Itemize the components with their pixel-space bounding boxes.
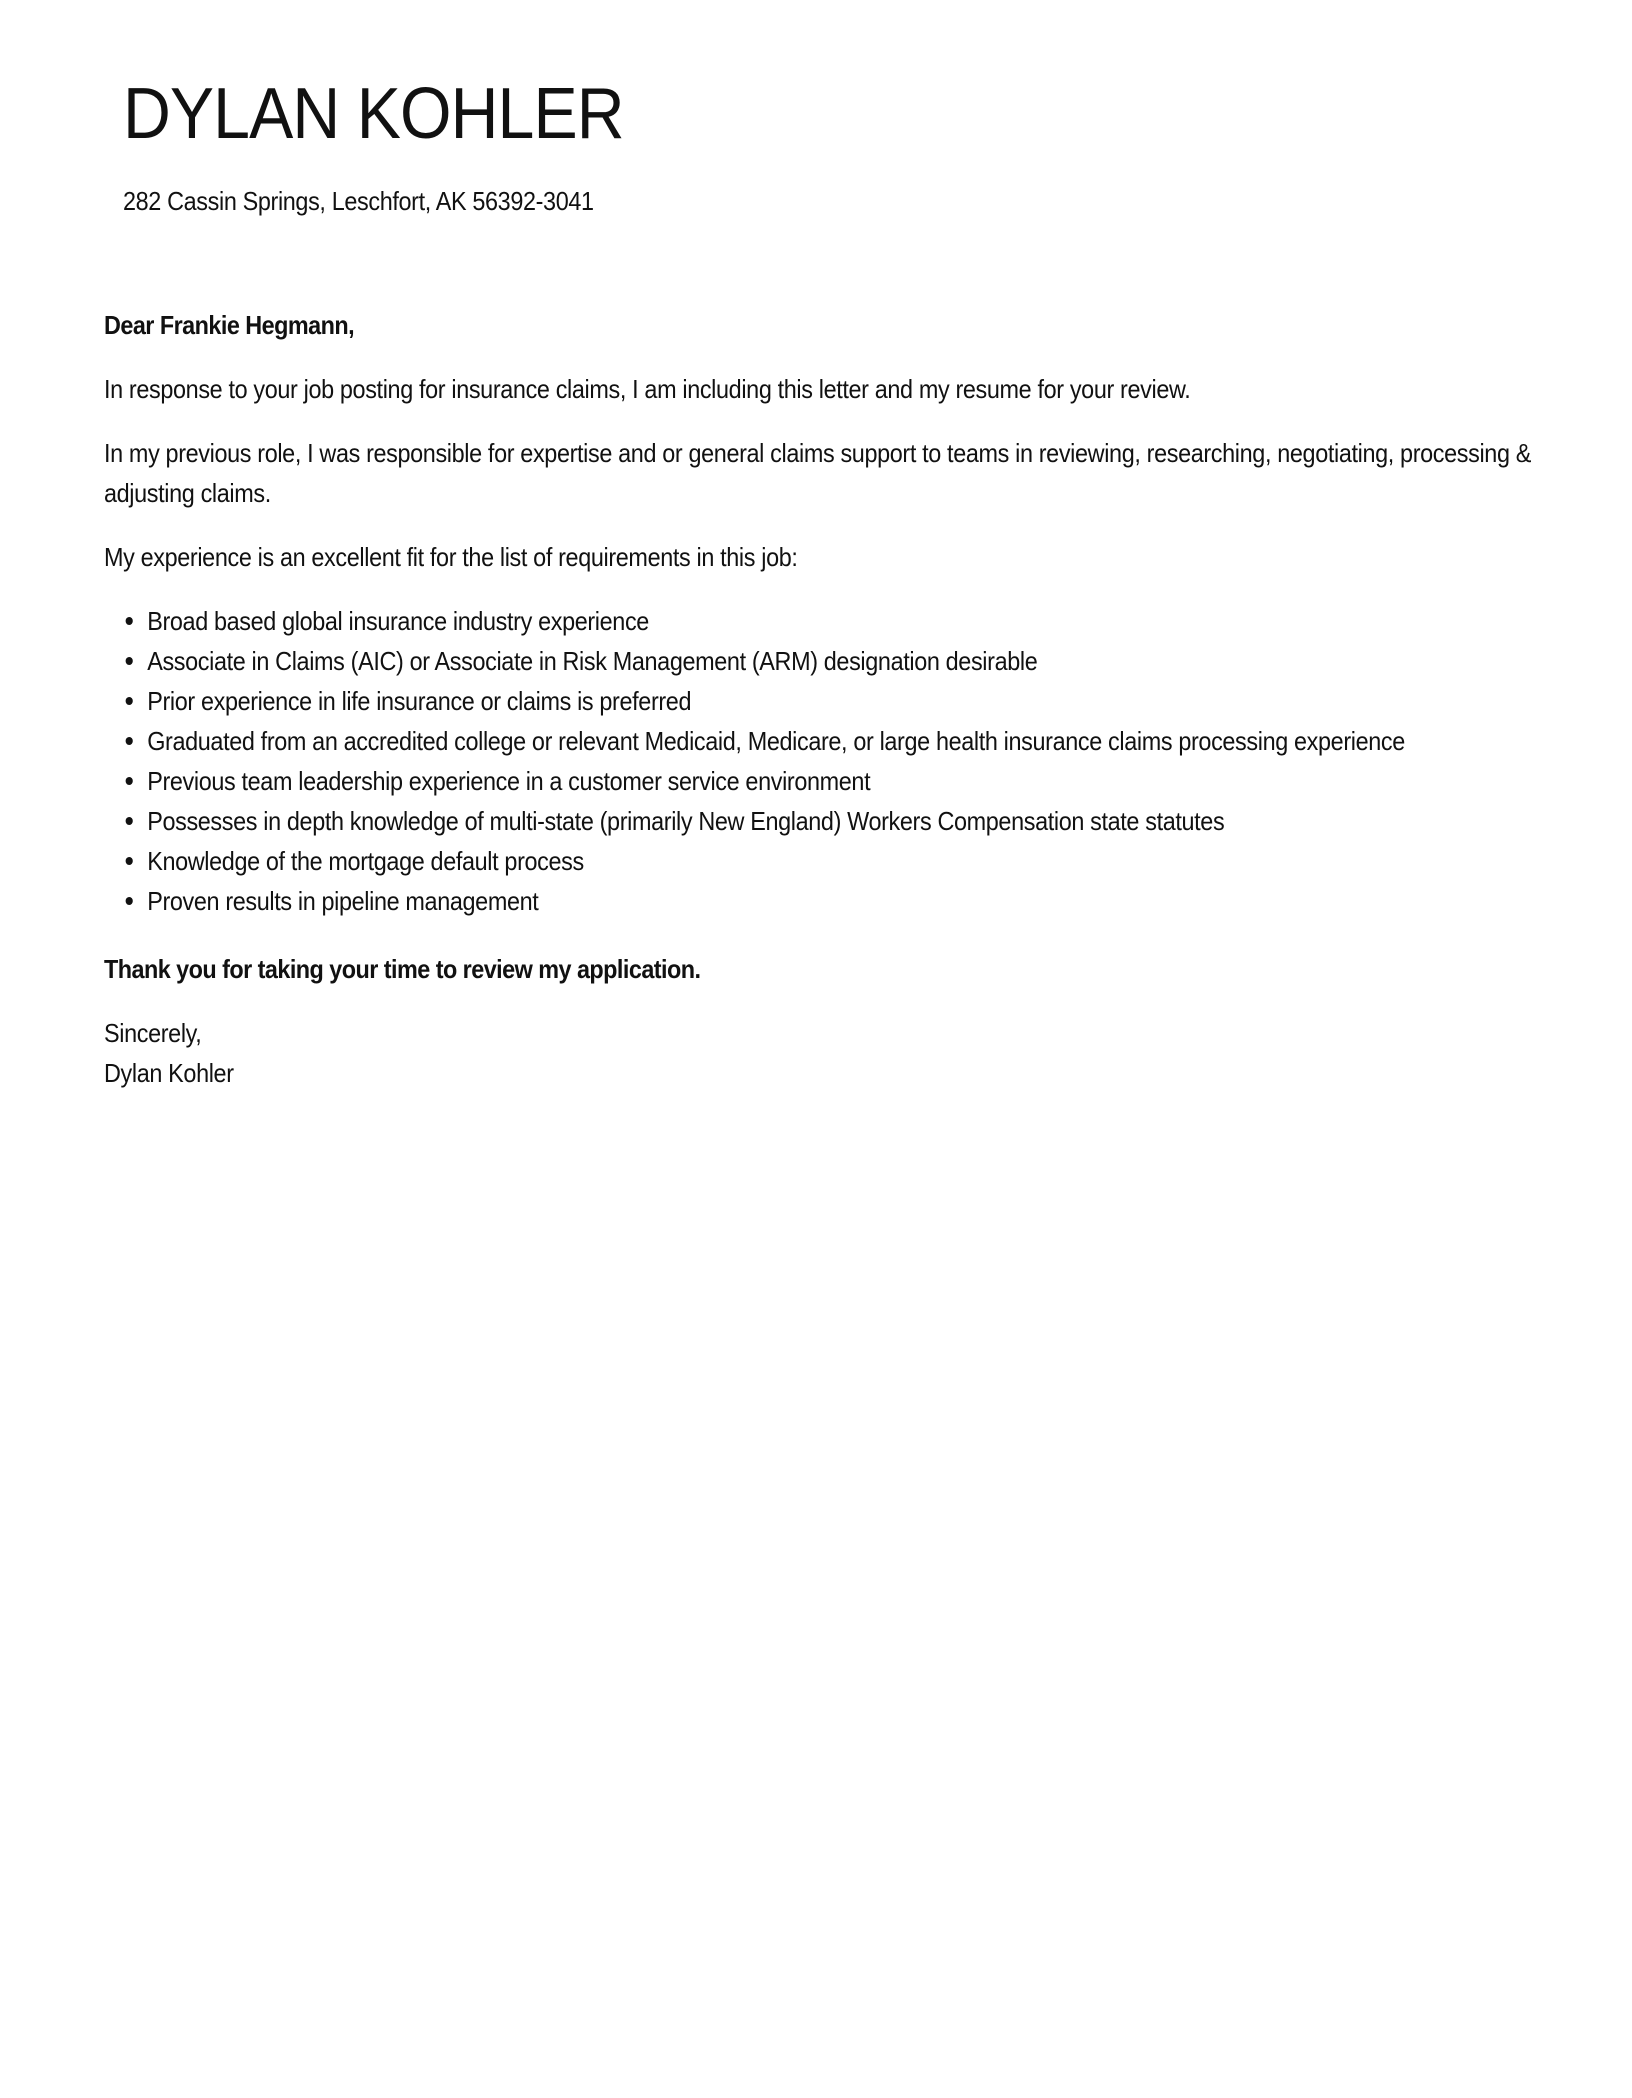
requirement-text: Graduated from an accredited college or relevant Medicaid, Medicare, or large health insurance claims processing experience [147, 726, 1405, 756]
list-item [147, 761, 1544, 801]
requirement-text: Broad based global insurance industry experience [147, 606, 649, 636]
bullet-icon [126, 857, 133, 865]
list-item [147, 841, 1544, 881]
requirement-text: Proven results in pipeline management [147, 886, 539, 916]
list-item [147, 801, 1544, 841]
experience-paragraph: In my previous role, I was responsible for expertise and or general claims support to teams in reviewing, researching, negotiating, processing & adjusting claims. [104, 438, 1532, 508]
list-item [147, 601, 1544, 641]
bullet-icon [126, 617, 133, 625]
bullet-icon [126, 777, 133, 785]
requirement-text: Knowledge of the mortgage default process [147, 846, 584, 876]
intro-paragraph: In response to your job posting for insurance claims, I am including this letter and my resume for your review. [104, 374, 1191, 404]
list-item [147, 681, 1544, 721]
requirement-text: Previous team leadership experience in a customer service environment [147, 766, 871, 796]
applicant-address: 282 Cassin Springs, Leschfort, AK 56392-3041 [123, 186, 594, 216]
letter-body [104, 305, 1544, 1093]
requirements-list [104, 601, 1544, 921]
closing-statement: Thank you for taking your time to review my application. [104, 954, 701, 984]
list-item [147, 641, 1544, 681]
signoff: Sincerely, [104, 1018, 202, 1048]
signature: Dylan Kohler [104, 1058, 234, 1088]
bullet-icon [126, 657, 133, 665]
bullet-icon [126, 817, 133, 825]
requirements-intro: My experience is an excellent fit for the list of requirements in this job: [104, 542, 798, 572]
requirement-text: Possesses in depth knowledge of multi-state (primarily New England) Workers Compensation state statutes [147, 806, 1225, 836]
bullet-icon [126, 897, 133, 905]
bullet-icon [126, 697, 133, 705]
list-item [147, 881, 1544, 921]
requirement-text: Prior experience in life insurance or claims is preferred [147, 686, 692, 716]
applicant-name: DYLAN KOHLER [123, 74, 624, 154]
requirement-text: Associate in Claims (AIC) or Associate in Risk Management (ARM) designation desirable [147, 646, 1038, 676]
list-item [147, 721, 1544, 761]
signoff-block [104, 1013, 1544, 1093]
letter-content [104, 305, 1544, 1093]
letter-header [123, 66, 667, 218]
salutation: Dear Frankie Hegmann, [104, 310, 355, 340]
bullet-icon [126, 737, 133, 745]
